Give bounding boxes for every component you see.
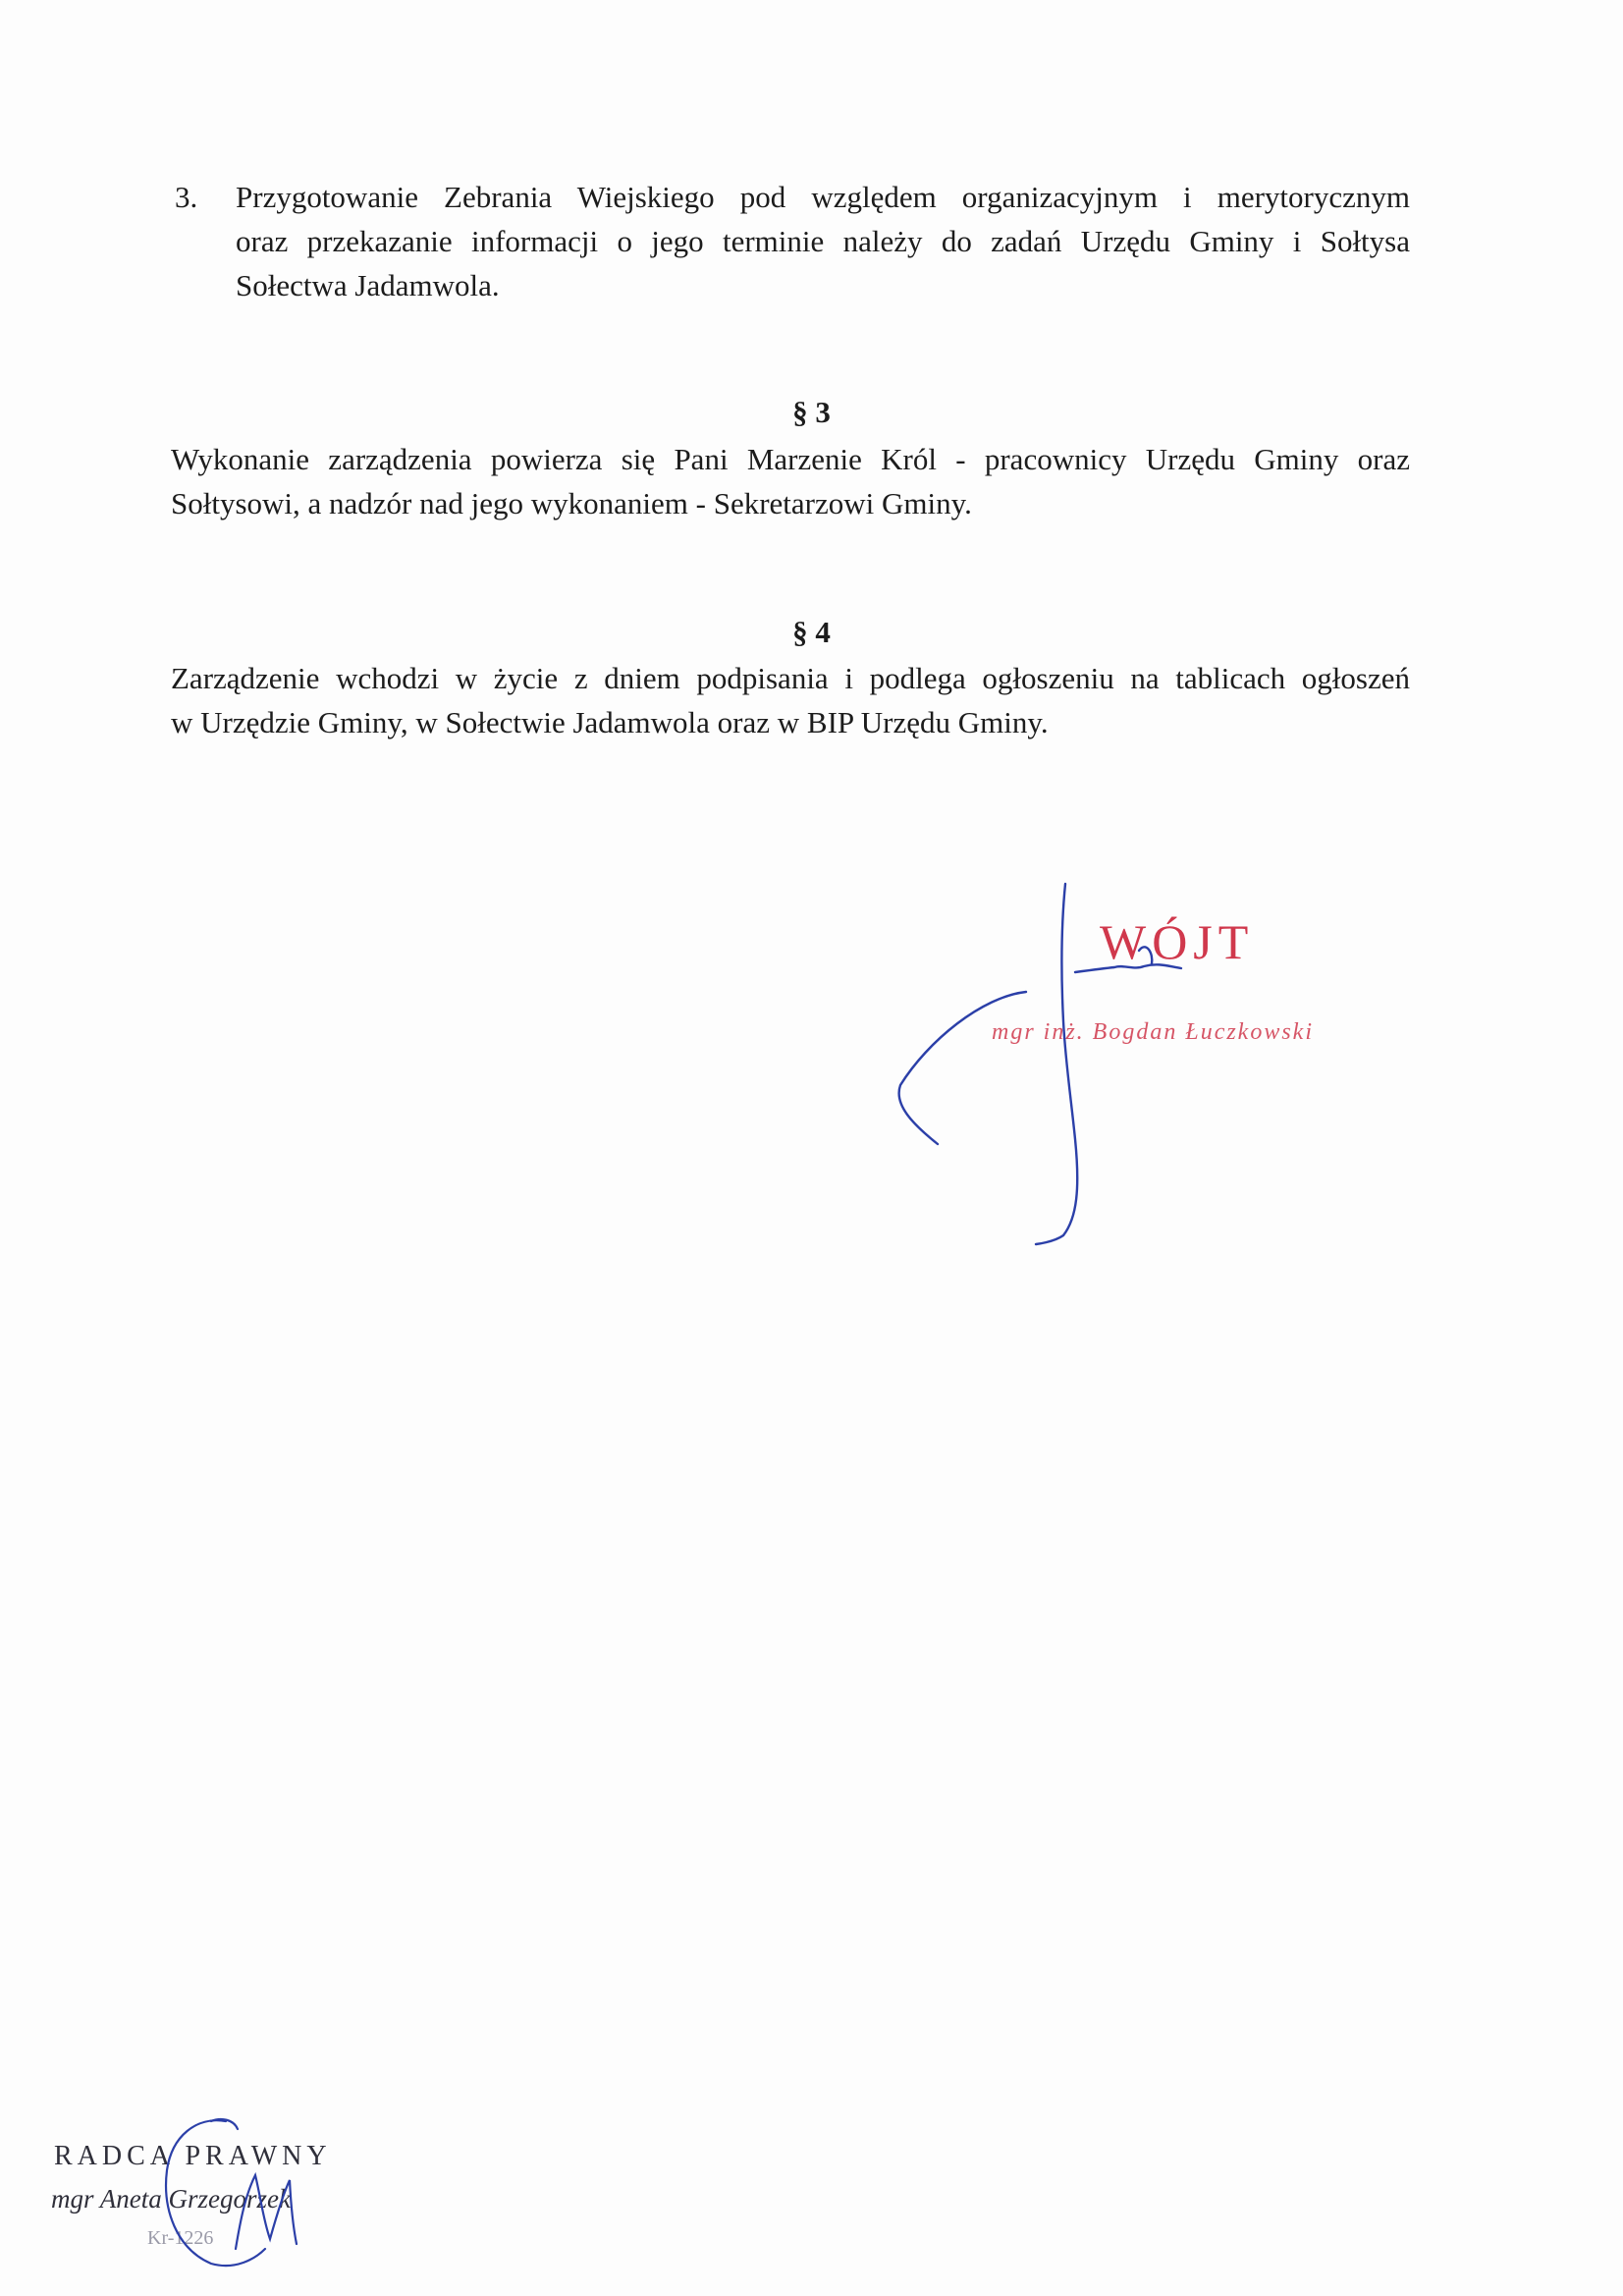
section-4-heading: § 4 xyxy=(792,615,831,649)
section-3-paragraph xyxy=(171,437,1410,525)
stamp-title: RADCA PRAWNY xyxy=(54,2141,332,2171)
paragraph-line: Wykonanie zarządzenia powierza się Pani Marzenie Król - pracownicy Urzędu Gminy oraz xyxy=(171,442,1410,476)
paragraph-line: Zarządzenie wchodzi w życie z dniem podpisania i podlega ogłoszeniu na tablicach ogłoszeń xyxy=(171,661,1410,695)
paragraph-line: Przygotowanie Zebrania Wiejskiego pod względem organizacyjnym i merytorycznym xyxy=(236,180,1410,214)
paragraph-line: oraz przekazanie informacji o jego terminie należy do zadań Urzędu Gminy i Sołtysa xyxy=(236,224,1410,258)
paragraph-line: Sołectwa Jadamwola. xyxy=(236,268,500,302)
section-3-heading: § 3 xyxy=(792,395,831,429)
stamp-title: WÓJT xyxy=(1100,914,1255,969)
list-item-number: 3. xyxy=(175,180,198,214)
paragraph-line: Sołtysowi, a nadzór nad jego wykonaniem - Sekretarzowi Gminy. xyxy=(171,486,972,520)
item3-paragraph xyxy=(236,175,1410,307)
stamp-name: mgr inż. Bogdan Łuczkowski xyxy=(992,1019,1314,1045)
section-4-paragraph xyxy=(171,656,1410,744)
stamp-name: mgr Aneta Grzegorzek xyxy=(51,2184,291,2214)
paragraph-line: w Urzędzie Gminy, w Sołectwie Jadamwola oraz w BIP Urzędu Gminy. xyxy=(171,705,1049,739)
stamp-number: Kr-1226 xyxy=(147,2227,214,2249)
radca-signature-icon xyxy=(118,2102,373,2296)
wojt-signature-icon xyxy=(889,874,1183,1267)
